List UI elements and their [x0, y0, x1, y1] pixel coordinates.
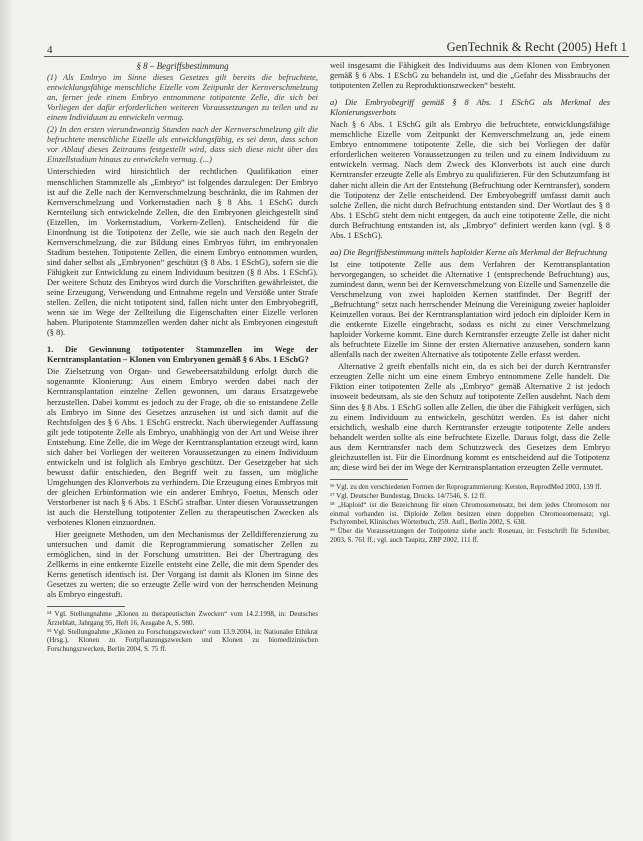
subsection-heading-a: a) Die Embryobegriff gemäß § 8 Abs. 1 ESchG als Merkmal des Klonierungsverbots — [330, 98, 610, 118]
law-heading: § 8 – Begriffsbestimmung — [136, 61, 229, 71]
subsection-paragraph: Nach § 6 Abs. 1 ESchG gilt als Embryo die befruchtete, entwicklungsfähige menschliche Eizelle vom Zeitpunkt der Kernverschmelzung an, jede einem Embryo entnommene totipotente Zelle, die sich bei Vorliegen der dafür erforderlichen weiteren Voraussetzungen zu teilen und zu einem Individuum zu entwickeln vermag. Nach dem Zweck des Klonverbots ist auch eine durch Kerntransfer erzeugte Zelle als Embryo zu qualifizieren. Für den Schutzumfang ist daher nicht allein die Art der Entstehung (Befruchtung oder Kerntransfer), sondern die Totipotenz der Zelle entscheidend. Der Embryobegriff umfasst damit auch solche Zellen, die nicht durch Befruchtung entstanden sind. Der Wortlaut des § 8 Abs. 1 ESchG steht dem nicht entgegen, da auch eine totipotente Zelle, die nicht durch Befruchtung entstanden ist, als „Embryo“ definiert werden kann (vgl. § 8 Abs. 1 ESchG). — [330, 120, 610, 240]
subsection-paragraph: Ist eine totipotente Zelle aus dem Verfahren der Kerntransplantation hervorgegangen, so scheidet die Alternative 1 (entsprechende Befruchtung) aus, zumindest dann, wenn bei der Kernverschmelzung von Eizelle und Samenzelle die Verschmelzung von zwei haploiden Kernen stattfindet. Der Begriff der „Befruchtung“ setzt nach herrschender Meinung die Vereinigung zweier haploider Keimzellen voraus. Bei der Kerntransplantation wird jedoch ein diploider Kern in die entkernte Eizelle eingebracht, sodass es nicht zu einer Verschmelzung haploider Vorkerne kommt. Eine durch Kerntransfer erzeugte Zelle ist daher nicht als befruchtete Eizelle im Sinne der ersten Alternative anzusehen, sondern kann allenfalls nach der zweiten Alternative als totipotente Zelle erfasst werden. — [330, 259, 610, 360]
footnote-rule — [330, 479, 408, 480]
section-paragraph: Die Zielsetzung von Organ- und Gewebeersatzbildung erfolgt durch die sogenannte Klonierung: Aus einem Embryo werden dabei nach der Kerntransplantation einzelne Zellen gewonnen, um daraus Ersatzgewebe herzustellen. Dabei kommt es jedoch zu der Frage, ob die so entstandene Zelle als Embryo im Sinne des Gesetzes anzusehen ist und sich damit auf die Rechtsfolgen des § 6 Abs. 1 ESchG erstreckt. Nach überwiegender Auffassung gilt jede totipotente Zelle als Embryo, unabhängig von der Art und Weise ihrer Entstehung. Eine Zelle, die im Wege der Kerntransplantation erzeugt wird, kann sich daher bei Vorliegen der weiteren Voraussetzungen zu einem Individuum entwickeln und ist folglich als Embryo geschützt. Der Gesetzgeber hat sich bewusst dafür entschieden, den Begriff weit zu fassen, um mögliche Umgehungen des Klonverbots zu verhindern. Die Erzeugung eines Embryos mit der gleichen Erbinformation wie ein anderer Embryo, Foetus, Mensch oder Verstorbener ist nach § 6 Abs. 1 ESchG strafbar. Unter diesen Voraussetzungen ist auch die Herstellung totipotenter Zellen zu therapeutischen Zwecken als verbotenes Klonen einzuordnen. — [47, 367, 318, 528]
section-heading: 1. Die Gewinnung totipotenter Stammzellen im Wege der Kerntransplantation – Klonen von Embryonen gemäß § 6 Abs. 1 ESchG? — [47, 345, 318, 365]
header-rule — [44, 56, 629, 57]
law-paragraph-2: (2) In den ersten vierundzwanzig Stunden nach der Kernverschmelzung gilt die befruchtete menschliche Eizelle als entwicklungsfähig, es sei denn, dass schon vor Ablauf dieses Zeitraums festgestellt wird, dass sich diese nicht über das Einzellstadium hinaus zu entwickeln vermag. (...) — [47, 125, 318, 165]
section-paragraph: Hier geeignete Methoden, um den Mechanismus der Zelldifferenzierung zu untersuchen und damit die Reprogrammierung somatischer Zellen zu ermöglichen, sind in der Forschung umstritten. Bei der Übertragung des Zellkerns in eine entkernte Eizelle entsteht eine Zelle, die mit dem Spender des Kerns genetisch identisch ist. Der Vorgang ist damit als Klonen im Sinne des Gesetzes zu werten; die so erzeugte Zelle wird von der herrschenden Meinung als Embryo eingestuft. — [47, 530, 318, 600]
body-paragraph: Unterschieden wird hinsichtlich der rechtlichen Qualifikation einer menschlichen Stammzelle als „Embryo“ ist folgendes darzulegen: Der Embryo ist auf die Zelle nach der Kernverschmelzung beschränkt, die im Rahmen der Kernverschmelzung und Vorkernstadien nach § 8 Abs. 1 ESchG durch Kernteilung sich entwickelnde Zellen, die den Embryonen gleichgestellt sind (Eizellen, im Vorkernstadium, Vorkern-Zellen). Entscheidend für die Einordnung ist die Totipotenz der Zelle, wie sie auch nach den Regeln der Kernverschmelzung, die zur Bildung eines Embryos führt, im embryonalen Stadium bestehen. Totipotente Zellen, die einem Embryo entnommen wurden, sind daher selbst als „Embryonen“ geschützt (§ 8 Abs. 1 ESchG), sofern sie die Fähigkeit zur Entwicklung zu einem Individuum besitzen (§ 8 Abs. 1 ESchG). Der weitere Schutz des Embryos wird durch die Vorschriften gewährleistet, die seine Erzeugung, Verwendung und Entnahme regeln und Verstöße unter Strafe stellen. Zellen, die nicht totipotent sind, fallen nicht unter den Embryobegriff, wenn sie im Wege der Zellteilung die Eigenschaften einer Eizelle verloren haben. Pluripotente Stammzellen werden daher nicht als Embryonen eingestuft (§ 8). — [47, 167, 318, 338]
intro-paragraph: weil insgesamt die Fähigkeit des Individuums aus dem Klonen von Embryonen gemäß § 6 Abs. 1 ESchG zu behandeln ist, und die „Gefahr des Missbrauchs der totipotenten Zellen zu Reproduktionszwecken“ besteht. — [330, 61, 610, 91]
footnote: ¹⁵ Vgl. Stellungnahme „Klonen zu Forschungszwecken“ vom 13.9.2004, in: Nationaler Ethikrat (Hrsg.), Klonen zu Fortpflanzungszwecken und Klonen zu biomedizinischen Forschungszwecken, Berlin 2004, S. 75 ff. — [47, 628, 318, 653]
right-column — [330, 61, 610, 545]
page-number: 4 — [47, 44, 53, 56]
running-head: GenTechnik & Recht (2005) Heft 1 — [446, 40, 627, 54]
left-column — [47, 61, 318, 654]
law-paragraph-1: (1) Als Embryo im Sinne dieses Gesetzes gilt bereits die befruchtete, entwicklungsfähige menschliche Eizelle vom Zeitpunkt der Kernverschmelzung an, ferner jede einem Embryo entnommene totipotente Zelle, die sich bei Vorliegen der dafür erforderlichen weiteren Voraussetzungen zu teilen und zu einem Individuum zu entwickeln vermag. — [47, 73, 318, 123]
footnote: ¹⁴ Vgl. Stellungnahme „Klonen zu therapeutischen Zwecken“ vom 14.2.1998, in: Deutsches Ärzteblatt, Jahrgang 95, Heft 16, Ausgabe A, S. 980. — [47, 610, 318, 627]
subsection-paragraph: Alternative 2 greift ebenfalls nicht ein, da es sich bei der durch Kerntransfer erzeugten Zelle nicht um eine einem Embryo entnommene Zelle handelt. Die Fiktion einer totipotenten Zelle als „Embryo“ gemäß Alternative 2 ist jedoch insoweit bedeutsam, als sie den Schutz auf totipotente Zellen ausdehnt. Nach dem Sinn des § 8 Abs. 1 ESchG sollen alle Zellen, die über die Fähigkeit verfügen, sich zu einem Individuum zu entwickeln, geschützt werden. Es ist daher nicht ersichtlich, weshalb eine durch Kerntransfer erzeugte totipotente Zelle anders behandelt werden sollte als eine befruchtete Eizelle. Daraus folgt, dass die Zelle aus dem Kerntransfer nach dem Schutzzweck des Gesetzes dem Embryo gleichzustellen ist. Für die Einordnung kommt es entscheidend auf die Totipotenz an; diese wird bei der im Wege der Kerntransplantation erzeugten Zelle vermutet. — [330, 362, 610, 472]
subsection-heading-aa: aa) Die Begriffsbestimmung mittels haploider Kerne als Merkmal der Befruchtung — [330, 247, 608, 257]
footnote: ¹⁸ „Haploid“ ist die Bezeichnung für einen Chromosomensatz, bei dem jedes Chromosom nur einmal vorhanden ist. Diploide Zellen besitzen einen doppelten Chromosomensatz; vgl. Pschyrembel, Klinisches Wörterbuch, 259. Aufl., Berlin 2002, S. 638. — [330, 501, 610, 527]
footnote-rule — [47, 606, 125, 607]
footnote: ¹⁶ Vgl. zu den verschiedenen Formen der Reprogrammierung: Kersten, ReprodMed 2003, 139 ff. — [330, 482, 602, 491]
footnote: ¹⁷ Vgl. Deutscher Bundestag, Drucks. 14/7546, S. 12 ff. — [330, 492, 486, 501]
binding-shadow — [0, 0, 14, 841]
footnote: ¹⁹ Über die Voraussetzungen der Totipotenz siehe auch: Rosenau, in: Festschrift für Schreiber, 2003, S. 761 ff.; vgl. auch Taupitz, ZRP 2002, 111 ff. — [330, 527, 610, 544]
